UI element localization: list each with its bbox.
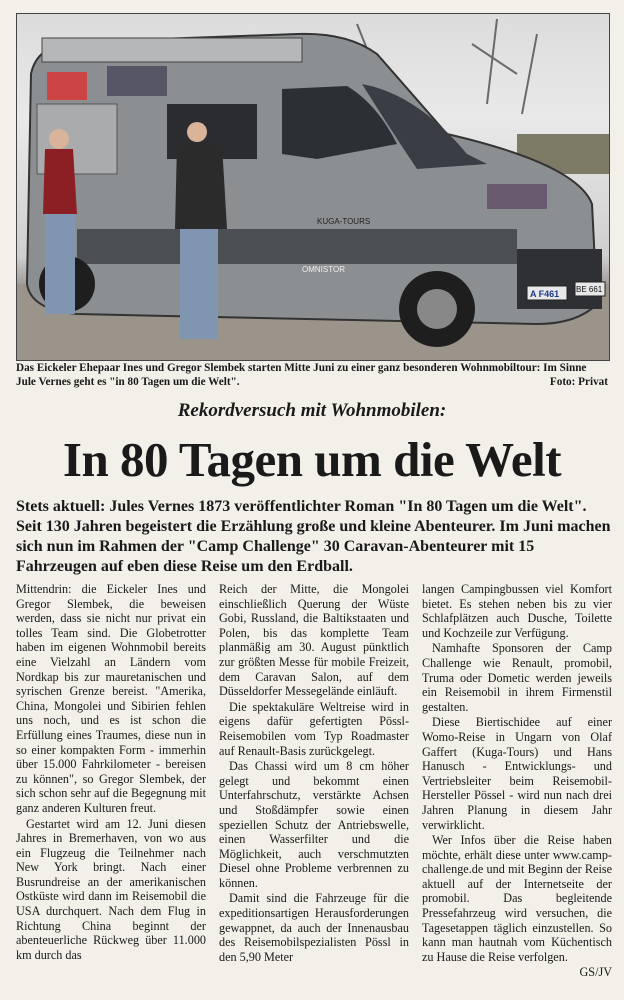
paragraph: Die spektakuläre Weltreise wird in eigens dafür gefertigten Pössl-Reisemobilen vom Typ Roadmaster auf Renault-Basis zurückgelegt. bbox=[219, 699, 409, 758]
photo-credit: Foto: Privat bbox=[549, 376, 608, 388]
paragraph: Namhafte Sponsoren der Camp Challenge wie Renault, promobil, Truma oder Dometic werden jeweils ein Reisemobil in ihrem Firmenstil gestalten. bbox=[422, 641, 612, 714]
kicker: Rekordversuch mit Wohnmobilen: bbox=[177, 400, 447, 421]
author-signature: GS/JV bbox=[579, 965, 612, 980]
hood-sticker bbox=[487, 184, 547, 209]
column-1 bbox=[16, 582, 206, 996]
paragraph: Wer Infos über die Reise haben möchte, erhält diese unter www.camp-challenge.de und mit Beginn der Reise aktuell auf der Internetseite der promobil. Das begleitende Pressefahrzeug wird versuchen, die Tagesetappen täglich einzustellen. So kann man hautnah vom Küchentisch zu Hause die Reise verfolgen. bbox=[422, 833, 612, 964]
column-2 bbox=[219, 582, 409, 996]
camper-van-photo bbox=[17, 14, 609, 360]
paragraph: Damit sind die Fahrzeuge für die expeditionsartigen Herausforderungen gewappnet, da auch der Innenausbau des Reisemobilspezialisten Pössl in den 5,90 Meter bbox=[219, 891, 409, 964]
column-3 bbox=[422, 582, 612, 996]
article-photo bbox=[16, 13, 610, 361]
van-logo-text-2: OMNISTOR bbox=[302, 265, 345, 274]
license-plate-side: BE 661 bbox=[576, 285, 603, 294]
roof-rack bbox=[42, 38, 302, 62]
photo-caption bbox=[16, 361, 608, 389]
van-logo-text: KUGA-TOURS bbox=[317, 217, 371, 226]
paragraph: Mittendrin: die Eickeler Ines und Gregor Slembek, die beweisen werden, dass sie nicht nur privat ein tolles Team sind. Die Globetrotter haben im eigenen Wohnmobil bereits eine Vielzahl an Ländern vom Nordkap bis zur mauretanischen und syrischen Grenze bereist. "Amerika, China, Mongolei und Sibirien fehlen uns noch, und es ist schon die Erfüllung eines Traumes, diese nun in so einer kompakten Form - immerhin über 15.000 Fahrkilometer - bereisen zu können", so Gregor Slembek, der sich schon sehr auf die Begegnung mit ganz anderen Kulturen freut. bbox=[16, 582, 206, 815]
paragraph: Diese Biertischidee auf einer Womo-Reise in Ungarn von Olaf Gaffert (Kuga-Tours) und Hans Hanusch - Entwicklungs- und Vertriebsleiter beim Reisemobil-Hersteller Pössel - wird nun nach drei Jahren Planung in diesem Jahr verwirklicht. bbox=[422, 715, 612, 832]
paragraph: Reich der Mitte, die Mongolei einschließlich Querung der Wüste Gobi, Russland, die Baltikstaaten und Polen, bis das komplette Team planmäßig am 30. August pünktlich zur größten Messe für mobile Freizeit, dem Caravan Salon, auf dem Düsseldorfer Messegelände einläuft. bbox=[219, 582, 409, 699]
headline: In 80 Tagen um die Welt bbox=[62, 432, 562, 487]
flag-sticker bbox=[47, 72, 87, 100]
license-plate-front: A F461 bbox=[530, 289, 560, 299]
paragraph: langen Campingbussen viel Komfort bietet. Es stehen neben bis zu vier Schlafplätzen auch Dusche, Toilette und Kochzeile zur Verfügung. bbox=[422, 582, 612, 640]
paragraph: Das Chassi wird um 8 cm höher gelegt und bekommt einen Unterfahrschutz, verstärkte Achsen und Stoßdämpfer sowie einen speziellen Schutz der Antriebswelle, einen Wasserfilter und die Möglichkeit, auch verschmutzten Diesel ohne Probleme verbrennen zu können. bbox=[219, 759, 409, 890]
caption-text: Das Eickeler Ehepaar Ines und Gregor Slembek starten Mitte Juni zu einer ganz besonderen Wohnmobiltour: Im Sinne Jule Vernes geht es "in 80 Tagen um die Welt". bbox=[16, 362, 587, 388]
photo-sticker bbox=[107, 66, 167, 96]
paragraph: Gestartet wird am 12. Juni diesen Jahres in Bremerhaven, von wo aus ein Flugzeug die Teilnehmer nach New York bringt. Nach einer Busrundreise an der amerikanischen Ostküste wird dann im Reisemobil die USA durchquert. Nach dem Flug in Richtung China beginnt der abenteuerliche Rückweg über 11.000 km durch das bbox=[16, 816, 206, 962]
lead-paragraph: Stets aktuell: Jules Vernes 1873 veröffentlichter Roman "In 80 Tagen um die Welt". Seit 130 Jahren begeistert die Erzählung große und kleine Abenteurer. Im Juni machen sich nun im Rahmen der "Camp Challenge" 30 Caravan-Abenteurer mit 15 Fahrzeugen auf eben diese Reise um den Erdball. bbox=[16, 498, 611, 575]
article-columns bbox=[16, 582, 612, 996]
person-ines bbox=[43, 129, 77, 314]
lower-stripe bbox=[77, 229, 517, 264]
